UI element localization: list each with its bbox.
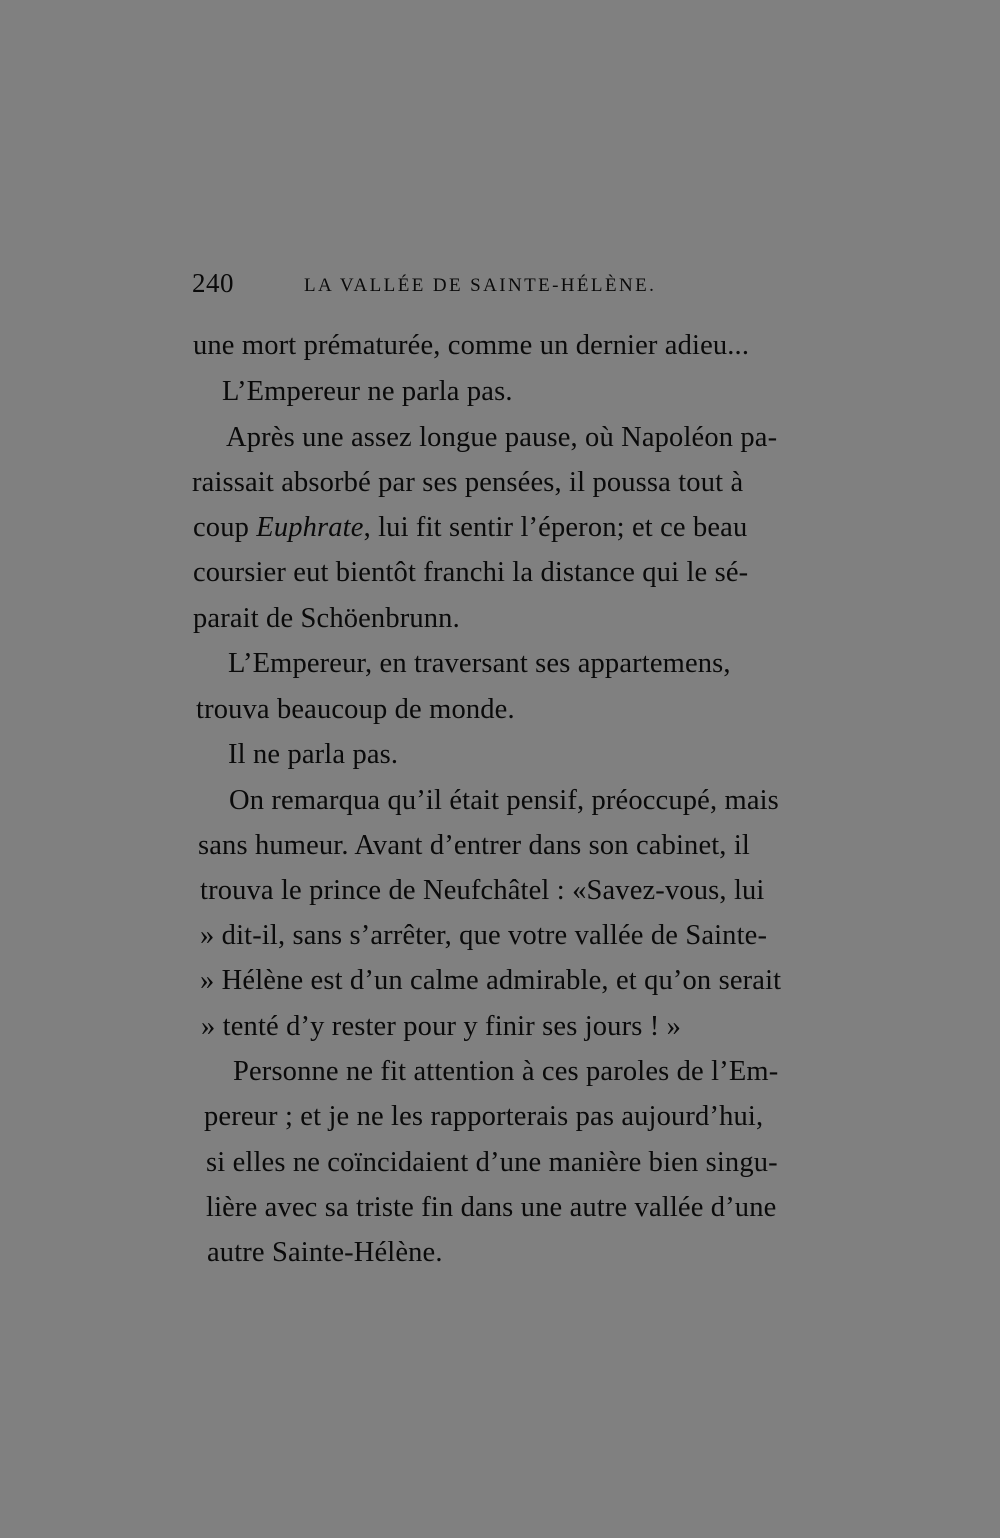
text-line: une mort prématurée, comme un dernier adieu... xyxy=(193,330,750,361)
text-line: parait de Schöenbrunn. xyxy=(193,603,460,634)
text-line: autre Sainte-Hélène. xyxy=(207,1237,443,1268)
text-line xyxy=(193,512,747,544)
text-line: Après une assez longue pause, où Napoléon pa- xyxy=(226,422,778,453)
text-line: si elles ne coïncidaient d’une manière bien singu- xyxy=(206,1147,778,1178)
text-line: trouva beaucoup de monde. xyxy=(196,694,515,725)
page-number: 240 xyxy=(192,268,234,298)
text-line: Il ne parla pas. xyxy=(228,739,399,770)
text-line: coursier eut bientôt franchi la distance qui le sé- xyxy=(193,557,749,588)
text-line: » tenté d’y rester pour y finir ses jours ! » xyxy=(201,1011,682,1042)
text-line: trouva le prince de Neufchâtel : «Savez-vous, lui xyxy=(200,875,765,906)
text-line: raissait absorbé par ses pensées, il poussa tout à xyxy=(192,467,744,498)
text-line: pereur ; et je ne les rapporterais pas aujourd’hui, xyxy=(204,1101,764,1132)
text-fragment: coup xyxy=(193,512,257,543)
italic-horse-name: Euphrate xyxy=(256,512,364,543)
text-line: On remarqua qu’il était pensif, préoccupé, mais xyxy=(229,785,779,816)
text-line: » dit-il, sans s’arrêter, que votre vallée de Sainte- xyxy=(200,920,768,951)
text-line: L’Empereur ne parla pas. xyxy=(222,376,513,407)
text-line: » Hélène est d’un calme admirable, et qu’on serait xyxy=(200,965,782,996)
running-head xyxy=(192,268,812,308)
text-line: sans humeur. Avant d’entrer dans son cabinet, il xyxy=(198,830,750,861)
text-line: L’Empereur, en traversant ses appartemens, xyxy=(228,648,731,679)
text-line: lière avec sa triste fin dans une autre vallée d’une xyxy=(206,1192,777,1223)
text-line: Personne ne fit attention à ces paroles de l’Em- xyxy=(233,1056,779,1087)
text-fragment: , lui fit sentir l’éperon; et ce beau xyxy=(363,512,748,543)
running-title: LA VALLÉE DE SAINTE-HÉLÈNE. xyxy=(304,275,657,296)
